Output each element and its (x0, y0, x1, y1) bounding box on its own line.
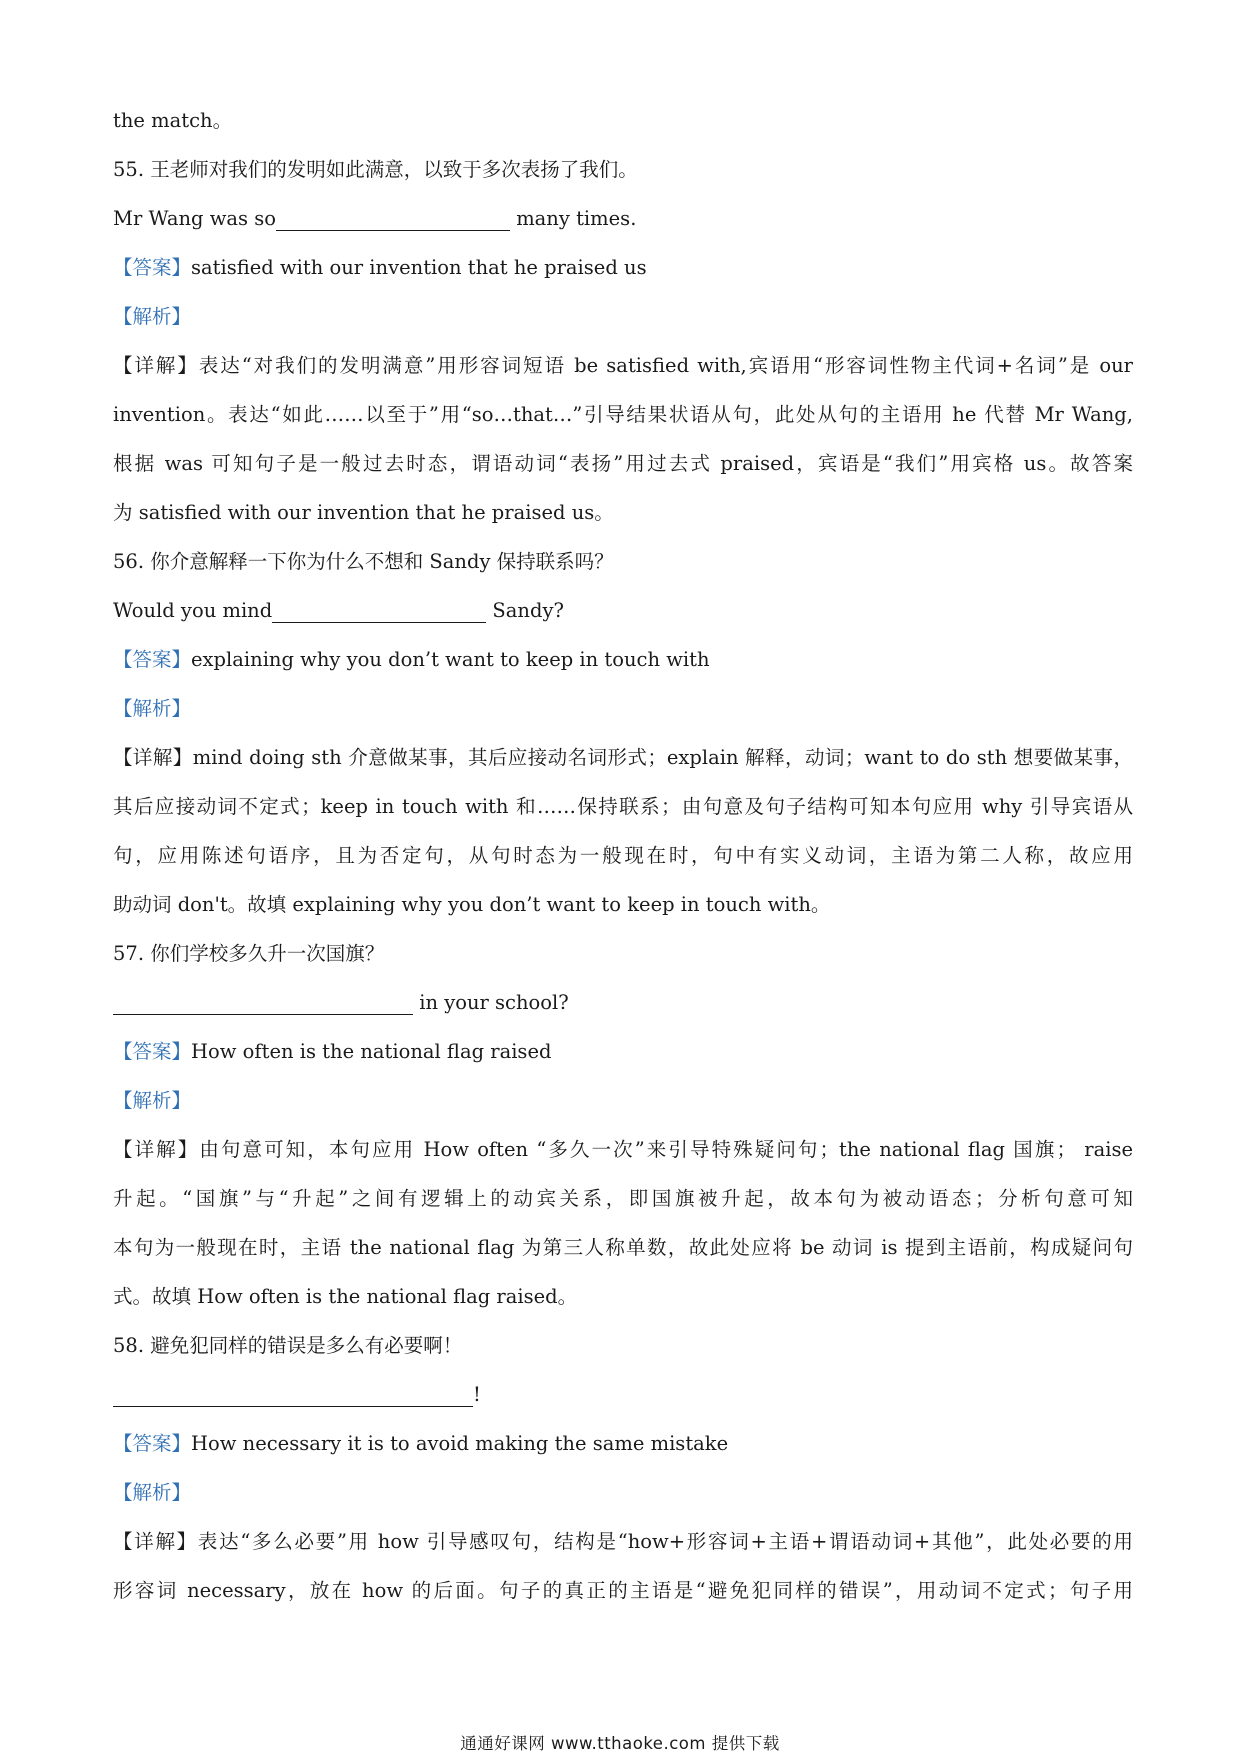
question-56-detail-line-1: 【详解】mind doing sth 介意做某事，其后应接动名词形式；explain 解释，动词；want to do sth 想要做某事， (113, 746, 1133, 769)
question-56-detail-line-4: 助动词 don't。故填 explaining why you don’t want to keep in touch with。 (113, 893, 831, 916)
question-57-detail-line-4: 式。故填 How often is the national flag raised。 (113, 1285, 578, 1308)
page-footer: 通通好课网 www.tthaoke.com 提供下载 (460, 1734, 780, 1753)
question-57-sentence: in your school? (113, 978, 1133, 1027)
question-56-answer: 【答案】explaining why you don’t want to keep in touch with (113, 648, 710, 671)
answer-blank (276, 204, 510, 231)
question-55-detail-line-3: 根据 was 可知句子是一般过去时态，谓语动词“表扬”用过去式 praised，宾语是“我们”用宾格 us。故答案 (113, 452, 1133, 475)
document-body (113, 96, 1133, 1615)
question-55-sentence: Mr Wang was so many times. (113, 194, 1133, 243)
answer-blank (113, 988, 413, 1015)
question-57-detail-line-2: 升起。“国旗”与“升起”之间有逻辑上的动宾关系，即国旗被升起，故本句为被动语态；分析句意可知 (113, 1187, 1133, 1210)
question-56-detail-line-2: 其后应接动词不定式；keep in touch with 和……保持联系；由句意及句子结构可知本句应用 why 引导宾语从 (113, 795, 1133, 818)
question-58-answer: 【答案】How necessary it is to avoid making the same mistake (113, 1432, 729, 1455)
question-56-sentence: Would you mind Sandy? (113, 586, 1133, 635)
question-56-prompt: 56. 你介意解释一下你为什么不想和 Sandy 保持联系吗？ (113, 550, 614, 573)
question-55-analysis-label: 【解析】 (113, 305, 192, 328)
question-58-detail-line-1: 【详解】表达“多么必要”用 how 引导感叹句，结构是“how+形容词+主语+谓语动词+其他”，此处必要的用 (113, 1530, 1133, 1553)
question-57-analysis-label: 【解析】 (113, 1089, 192, 1112)
question-58-prompt: 58. 避免犯同样的错误是多么有必要啊！ (113, 1334, 463, 1357)
question-55-answer: 【答案】satisfied with our invention that he praised us (113, 256, 647, 279)
question-56-detail-line-3: 句，应用陈述句语序，且为否定句，从句时态为一般现在时，句中有实义动词，主语为第二人称，故应用 (113, 844, 1133, 867)
question-58-analysis-label: 【解析】 (113, 1481, 192, 1504)
question-55-detail-line-2: invention。表达“如此……以至于”用“so…that…”引导结果状语从句，此处从句的主语用 he 代替 Mr Wang, (113, 403, 1133, 426)
question-55-detail-line-4: 为 satisfied with our invention that he praised us。 (113, 501, 614, 524)
question-57-answer: 【答案】How often is the national flag raised (113, 1040, 552, 1063)
answer-blank (113, 1380, 473, 1407)
question-57-detail-line-1: 【详解】由句意可知，本句应用 How often “多久一次”来引导特殊疑问句；the national flag 国旗； raise (113, 1138, 1133, 1161)
question-56-analysis-label: 【解析】 (113, 697, 192, 720)
question-58-sentence: ! (113, 1370, 1133, 1419)
question-57-prompt: 57. 你们学校多久升一次国旗？ (113, 942, 385, 965)
question-58-detail-line-2: 形容词 necessary，放在 how 的后面。句子的真正的主语是“避免犯同样的错误”，用动词不定式；句子用 (113, 1579, 1133, 1602)
question-55-detail-line-1: 【详解】表达“对我们的发明满意”用形容词短语 be satisfied with,宾语用“形容词性物主代词+名词”是 our (113, 354, 1133, 377)
question-57-detail-line-3: 本句为一般现在时，主语 the national flag 为第三人称单数，故此处应将 be 动词 is 提到主语前，构成疑问句 (113, 1236, 1133, 1259)
answer-blank (272, 596, 486, 623)
continuation-line: the match。 (113, 109, 233, 132)
question-55-prompt: 55. 王老师对我们的发明如此满意，以致于多次表扬了我们。 (113, 158, 638, 181)
